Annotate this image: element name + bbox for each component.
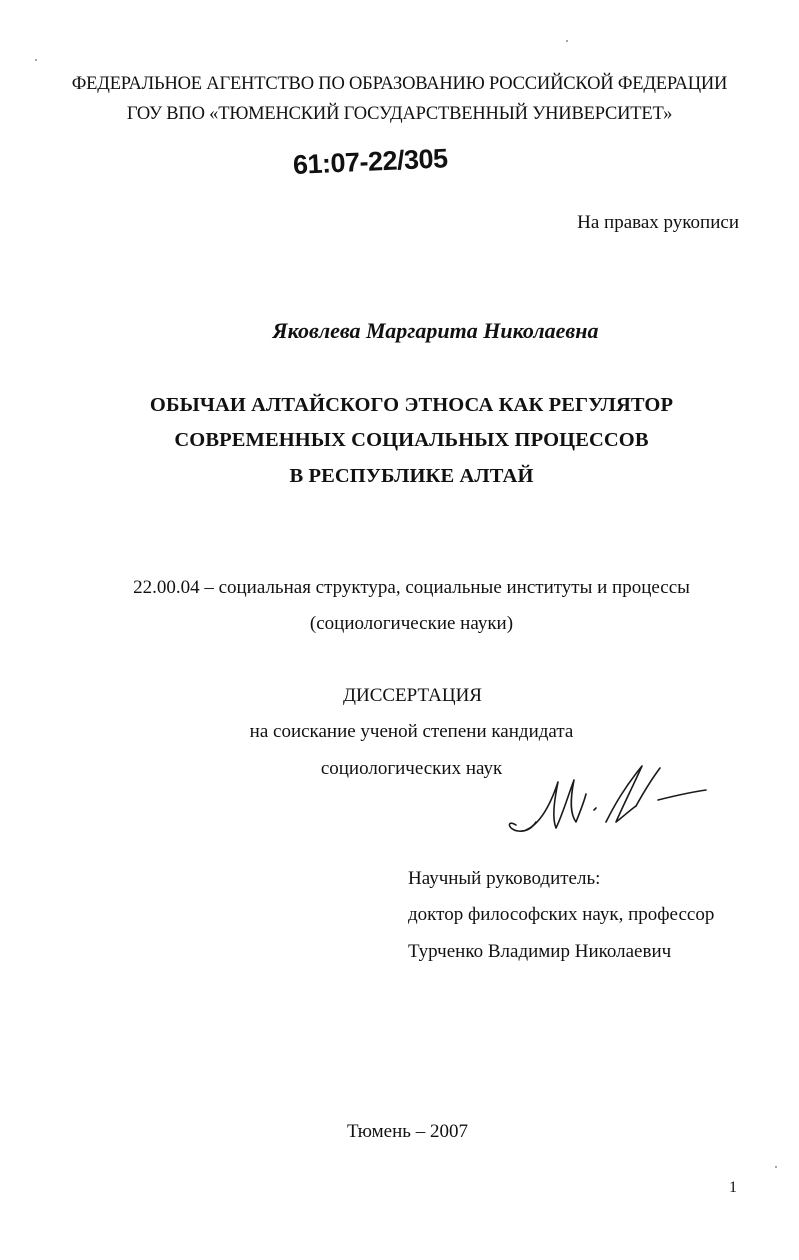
degree-line-2: социологических наук <box>320 758 503 779</box>
title-line-1: ОБЫЧАИ АЛТАЙСКОГО ЭТНОСА КАК РЕГУЛЯТОР <box>149 394 674 416</box>
supervisor-credentials: доктор философских наук, профессор <box>408 904 715 925</box>
scan-speck <box>35 59 37 61</box>
scan-speck <box>775 1166 777 1168</box>
author-name: Яковлева Маргарита Николаевна <box>272 318 599 343</box>
scan-speck <box>566 40 568 42</box>
page-number: 1 <box>729 1179 737 1196</box>
catalog-code-stamp: 61:07-22/305 <box>292 143 449 180</box>
supervisor-heading: Научный руководитель: <box>408 868 601 889</box>
field-of-science: (социологические науки) <box>309 613 514 634</box>
title-line-3: В РЕСПУБЛИКЕ АЛТАЙ <box>289 465 534 487</box>
specialty-code: 22.00.04 – социальная структура, социальные институты и процессы <box>133 577 690 598</box>
place-and-year: Тюмень – 2007 <box>347 1121 468 1142</box>
university-header: ГОУ ВПО «ТЮМЕНСКИЙ ГОСУДАРСТВЕННЫЙ УНИВЕРСИТЕТ» <box>126 104 673 124</box>
document-type: ДИССЕРТАЦИЯ <box>343 685 482 706</box>
supervisor-name: Турченко Владимир Николаевич <box>408 941 672 962</box>
agency-header: ФЕДЕРАЛЬНОЕ АГЕНТСТВО ПО ОБРАЗОВАНИЮ РОССИЙСКОЙ ФЕДЕРАЦИИ <box>71 74 728 94</box>
title-line-2: СОВРЕМЕННЫХ СОЦИАЛЬНЫХ ПРОЦЕССОВ <box>174 429 649 451</box>
handwritten-signature <box>496 758 726 848</box>
manuscript-note: На правах рукописи <box>577 212 739 233</box>
degree-line-1: на соискание ученой степени кандидата <box>249 721 574 742</box>
